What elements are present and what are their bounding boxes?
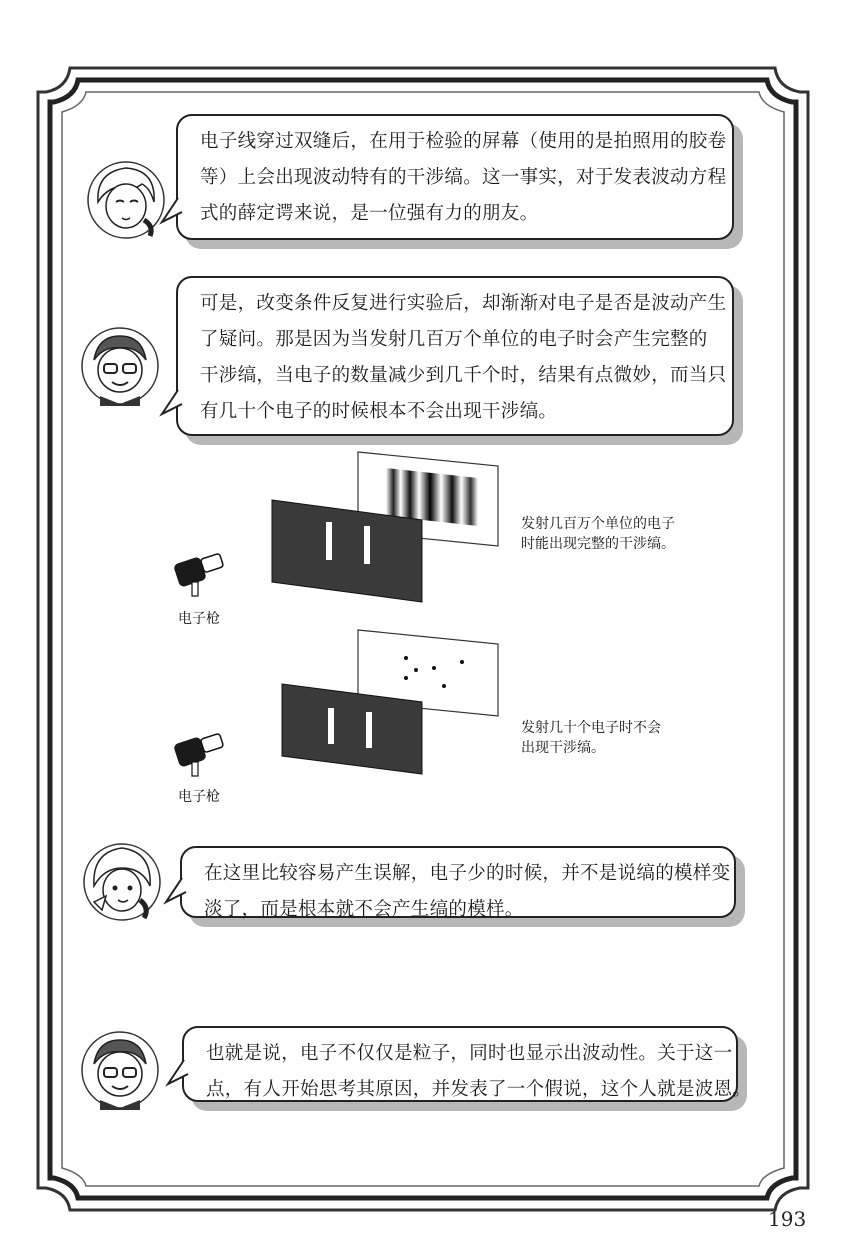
bubble-4-line-2: 点，有人开始思考其原因，并发表了一个假说，这个人就是波恩。 xyxy=(206,1079,752,1100)
caption-many-electrons xyxy=(521,514,675,554)
electron-gun xyxy=(173,553,224,596)
gun-label-top: 电子枪 xyxy=(178,611,220,627)
bubble-3-line-2: 淡了，而是根本就不会产生缟的模样。 xyxy=(204,899,524,920)
girl-narrator-avatar-2 xyxy=(80,840,164,924)
speech-bubble-4 xyxy=(182,1026,752,1102)
bubble-4-line-1: 也就是说，电子不仅仅是粒子，同时也显示出波动性。关于这一 xyxy=(206,1043,733,1064)
bubble-1-line-1: 电子线穿过双缝后，在用于检验的屏幕（使用的是拍照用的胶卷 xyxy=(200,131,727,152)
caption-bottom-line-2: 出现干涉缟。 xyxy=(521,740,605,756)
diagram-few-electrons xyxy=(160,622,520,792)
speech-bubble-3 xyxy=(180,846,736,918)
bubble-2-line-4: 有几十个电子的时候根本不会出现干涉缟。 xyxy=(200,401,558,422)
bubble-2-line-3: 干涉缟，当电子的数量减少到几千个时，结果有点微妙，而当只 xyxy=(200,365,727,386)
speech-bubble-1 xyxy=(176,114,734,240)
page-number: 193 xyxy=(768,1207,807,1231)
speech-bubble-2 xyxy=(176,276,734,436)
bubble-1-line-2: 等）上会出现波动特有的干涉缟。这一事实，对于发表波动方程 xyxy=(200,167,727,188)
bubble-2-line-1: 可是，改变条件反复进行实验后，却渐渐对电子是否是波动产生 xyxy=(200,293,727,314)
caption-few-electrons xyxy=(521,718,661,758)
caption-top-line-2: 时能出现完整的干涉缟。 xyxy=(521,536,675,552)
caption-bottom-line-1: 发射几十个电子时不会 xyxy=(521,720,661,736)
bubble-1-tail xyxy=(160,196,200,236)
bubble-2-line-2: 了疑问。那是因为当发射几百万个单位的电子时会产生完整的 xyxy=(200,329,708,350)
caption-top-line-1: 发射几百万个单位的电子 xyxy=(521,516,675,532)
bubble-1-line-3: 式的薛定谔来说，是一位强有力的朋友。 xyxy=(200,203,539,224)
bubble-3-tail xyxy=(164,876,204,916)
gun-label-bottom: 电子枪 xyxy=(178,789,220,805)
professor-avatar xyxy=(78,324,162,408)
bubble-2-tail xyxy=(160,388,200,428)
bubble-3-line-1: 在这里比较容易产生误解，电子少的时候，并不是说缟的模样变 xyxy=(204,863,731,884)
bubble-4-tail xyxy=(166,1058,206,1098)
electron-gun-bottom xyxy=(173,733,224,776)
girl-narrator-avatar xyxy=(84,158,168,242)
professor-avatar-2 xyxy=(78,1028,162,1112)
